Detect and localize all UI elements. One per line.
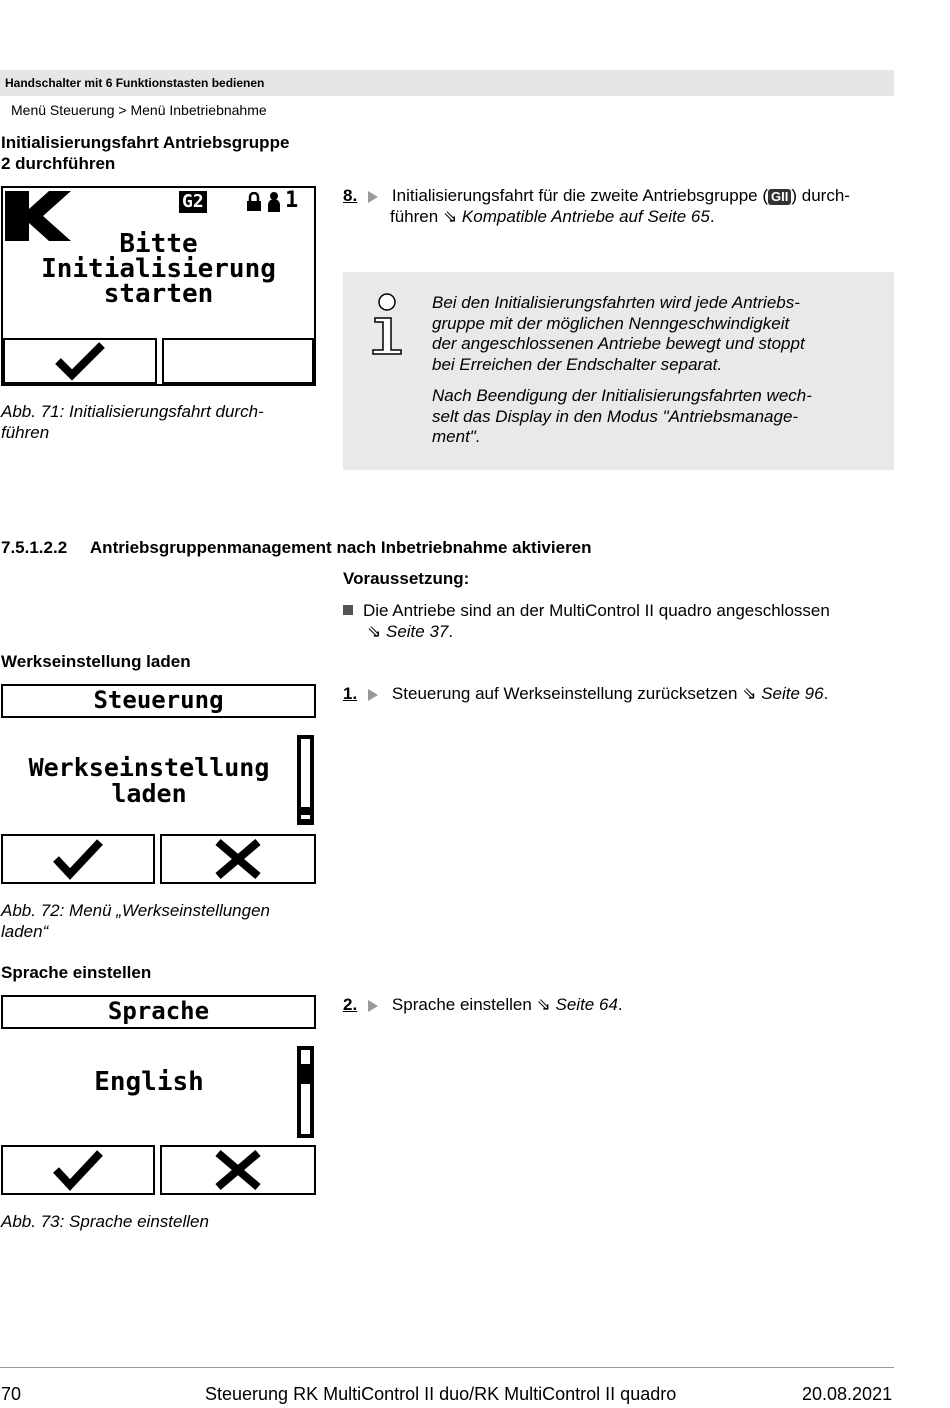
group-badge-inline: GII (768, 189, 791, 205)
confirm-button[interactable] (1, 1145, 155, 1195)
step-number: 8. (343, 186, 358, 205)
note-line: Bei den Initialisierungsfahrten wird jede Antriebs- (432, 293, 800, 312)
figure-caption-73: Abb. 73: Sprache einstellen (1, 1212, 209, 1231)
section1-title (1, 132, 289, 174)
section4-title: Sprache einstellen (1, 963, 152, 982)
lock-icon (245, 192, 267, 212)
bullet-square-icon (343, 605, 353, 615)
cross-reference-link[interactable]: Seite 64 (555, 995, 618, 1014)
display-message-line1: Bitte (119, 229, 198, 259)
info-icon (369, 292, 405, 356)
step-text: Sprache einstellen (391, 995, 532, 1014)
display-message-line2: Initialisierung (41, 254, 276, 284)
step-1 (343, 683, 828, 704)
prerequisite-item (343, 600, 893, 642)
figure-caption-71-line1: Abb. 71: Initialisierungsfahrt durch- (1, 402, 264, 421)
cross-reference-link[interactable]: Seite 96 (761, 684, 824, 703)
display-item-line2: laden (111, 779, 187, 808)
display-menu-header: Steuerung (1, 684, 316, 718)
cross-reference-link[interactable]: Kompatible Antriebe auf Seite 65 (461, 207, 710, 226)
prerequisite-label: Voraussetzung: (343, 569, 470, 588)
display-item-line1: Werkseinstellung (28, 753, 270, 782)
note-line: ment". (432, 427, 481, 446)
cancel-button[interactable] (160, 834, 316, 884)
section3-title: Werkseinstellung laden (1, 652, 191, 671)
checkmark-icon (52, 1149, 104, 1191)
step-8 (343, 185, 903, 227)
step-end: . (617, 995, 623, 1014)
step-text: Initialisierungsfahrt für die zweite Antriebsgruppe ( (391, 186, 769, 205)
confirm-button[interactable] (1, 834, 155, 884)
section-title: Antriebsgruppenmanagement nach Inbetriebnahme aktivieren (89, 538, 592, 557)
footer-divider (0, 1367, 894, 1368)
note-line: selt das Display in den Modus "Antriebsmanage- (432, 406, 799, 426)
empty-softkey[interactable] (162, 338, 314, 384)
step-end: . (823, 684, 829, 703)
figure-caption-72-line2: laden“ (1, 922, 49, 941)
note-paragraph-1 (432, 293, 882, 375)
scrollbar[interactable] (297, 1046, 314, 1138)
section-number: 7.5.1.2.2 (1, 538, 68, 557)
checkmark-icon (52, 838, 104, 880)
display-factory-reset (1, 684, 316, 884)
checkmark-icon (54, 341, 106, 381)
document-date: 20.08.2021 (802, 1384, 893, 1404)
user-icon (267, 191, 281, 213)
display-menu-header: Sprache (1, 995, 316, 1029)
cross-reference-icon: ⇘ (742, 684, 757, 703)
display-language (1, 995, 316, 1195)
step-number: 1. (343, 684, 358, 703)
step-arrow-icon (368, 1000, 378, 1012)
group-badge: G2 (179, 191, 207, 213)
confirm-button[interactable] (3, 338, 157, 384)
info-note (343, 272, 894, 470)
section1-title-line2: 2 durchführen (1, 154, 116, 173)
display-language-value: English (94, 1067, 204, 1097)
close-icon (212, 838, 264, 880)
section-header-bar: Handschalter mit 6 Funktionstasten bedienen (0, 70, 894, 96)
cross-reference-icon: ⇘ (442, 207, 458, 226)
step-end: . (709, 207, 715, 226)
step-text: Steuerung auf Werkseinstellung zurücksetzen (391, 684, 738, 703)
breadcrumb: Menü Steuerung > Menü Inbetriebnahme (11, 102, 267, 118)
figure-caption-71-line2: führen (1, 423, 50, 442)
page-number: 70 (1, 1384, 22, 1404)
cancel-button[interactable] (160, 1145, 316, 1195)
display-message (3, 229, 314, 309)
prerequisite-text: Die Antriebe sind an der MultiControl II quadro angeschlossen (363, 601, 830, 620)
cross-reference-icon: ⇘ (367, 622, 382, 641)
cross-reference-link[interactable]: Seite 37 (385, 622, 449, 641)
step-text-cont: ) durch- (791, 186, 850, 205)
cross-reference-icon: ⇘ (536, 995, 551, 1014)
user-indicator: 1 (285, 188, 299, 213)
figure-caption-72 (1, 900, 270, 942)
scrollbar[interactable] (297, 735, 314, 825)
step-2 (343, 994, 623, 1015)
step-arrow-icon (368, 689, 378, 701)
document-title: Steuerung RK MultiControl II duo/RK MultiControl II quadro (205, 1384, 677, 1404)
display-menu-item (1, 755, 297, 807)
section1-title-line1: Initialisierungsfahrt Antriebsgruppe (1, 133, 290, 152)
section-heading-7-5-1-2-2 (1, 537, 592, 558)
figure-caption-71 (1, 401, 264, 443)
prerequisite-end: . (448, 622, 454, 641)
note-paragraph-2 (432, 386, 882, 448)
display-init-drive (1, 186, 316, 386)
step-arrow-icon (368, 191, 378, 203)
display-message-line3: starten (103, 279, 214, 309)
note-line: bei Erreichen der Endschalter separat. (432, 354, 723, 374)
note-line: gruppe mit der möglichen Nenngeschwindigkeit (432, 313, 790, 333)
step-text-line2: führen (390, 207, 439, 226)
figure-caption-72-line1: Abb. 72: Menü „Werkseinstellungen (1, 901, 271, 920)
step-number: 2. (343, 995, 358, 1014)
note-line: Nach Beendigung der Initialisierungsfahrten wech- (432, 386, 812, 405)
close-icon (212, 1149, 264, 1191)
note-line: der angeschlossenen Antriebe bewegt und stoppt (432, 334, 805, 353)
